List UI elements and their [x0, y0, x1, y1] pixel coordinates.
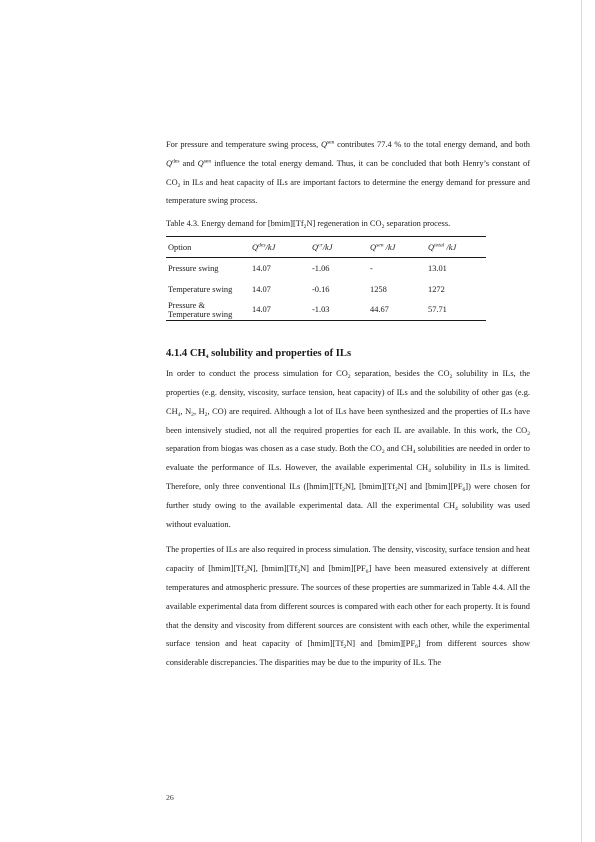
cell-q-sen: - [370, 263, 373, 273]
cell-q-cr: -1.03 [310, 300, 368, 321]
header-q-total: $Q^{total}$ /kJ [426, 237, 486, 258]
energy-demand-table [166, 236, 486, 321]
header-q-cr: $Q^{cr}/kJ$ [310, 237, 368, 258]
table-row [166, 279, 486, 300]
option-line-2: Temperature swing [168, 309, 233, 319]
header-q-sen: $Q^{sen}$ /kJ [368, 237, 426, 258]
cell-q-total: 57.71 [426, 300, 486, 321]
cell-q-des: 14.07 [252, 263, 271, 273]
cell-option [166, 300, 250, 321]
table-row [166, 258, 486, 279]
body-paragraph-ch4: In order to conduct the process simulation for $CO_2$ separation, besides the $CO_2$ solubility in ILs, the properties (e.g. density, viscosity, surface tension, heat capacity) of ILs and the solubility of other gas (e.g. $CH_4$, $N_2$, $H_2$, CO) are required. Although a lot of ILs have been synthesized and the properties of ILs have been intensively studied, not all the required properties for each IL are available. In this work, the $CO_2$ separation from biogas was chosen as a case study. Both the $CO_2$ and $CH_4$ solubilities are needed in order to evaluate the performance of ILs. However, the available experimental $CH_4$ solubility in ILs is limited. Therefore, only three conventional ILs ($[hmim][Tf_2N]$, $[bmim][Tf_2N]$ and $[bmim][PF_6]$) were chosen for further study owing to the available experimental data. All the experimental $CH_4$ solubility was used without evaluation. [166, 369, 531, 529]
cell-q-total: 13.01 [428, 263, 447, 273]
cell-q-des: 14.07 [250, 300, 310, 321]
cell-q-total: 1272 [428, 284, 445, 294]
intro-paragraph: For pressure and temperature swing process, $Q^{sen}$ contributes 77.4 % to the total energy demand, and both $Q^{des}$ and $Q^{sen}$ influence the total energy demand. Thus, it can be concluded that both Henry’s constant of $CO_2$ in ILs and heat capacity of ILs are important factors to determine the energy demand for pressure and temperature swing process. [166, 139, 531, 206]
page-content [166, 136, 530, 673]
cell-option: Temperature swing [168, 284, 233, 294]
option-line-1: Pressure & [168, 300, 205, 310]
section-heading: 4.1.4 $CH_4$ solubility and properties of ILs [166, 348, 352, 360]
cell-q-sen: 1258 [370, 284, 387, 294]
table-caption: Table 4.3. Energy demand for $[bmim][Tf_2N]$ regeneration in $CO_2$ separation process. [166, 219, 451, 230]
cell-q-des: 14.07 [252, 284, 271, 294]
cell-q-cr: -1.06 [312, 263, 330, 273]
table-header-row [166, 237, 486, 258]
table-row [166, 300, 486, 321]
cell-option: Pressure swing [168, 263, 219, 273]
page-number: 26 [166, 793, 174, 802]
cell-q-sen: 44.67 [368, 300, 426, 321]
header-option: Option [166, 237, 250, 258]
cell-q-cr: -0.16 [312, 284, 330, 294]
page-edge-line [581, 0, 582, 842]
header-q-des: $Q^{des}/kJ$ [250, 237, 310, 258]
body-paragraph-properties: The properties of ILs are also required in process simulation. The density, viscosity, surface tension and heat capacity of $[hmim][Tf_2N]$, $[bmim][Tf_2N]$ and $[bmim][PF_6]$ have been measured extensively at different temperatures and atmospheric pressure. The sources of these properties are summarized in Table 4.4. All the available experimental data from different sources is compared with each other for each property. It is found that the density and viscosity from different sources are consistent with each other, while the experimental surface tension and heat capacity of $[hmim][Tf_2N]$ and $[bmim][PF_6]$ from different sources show considerable discrepancies. The disparities may be due to the impurity of ILs. The [166, 545, 530, 668]
